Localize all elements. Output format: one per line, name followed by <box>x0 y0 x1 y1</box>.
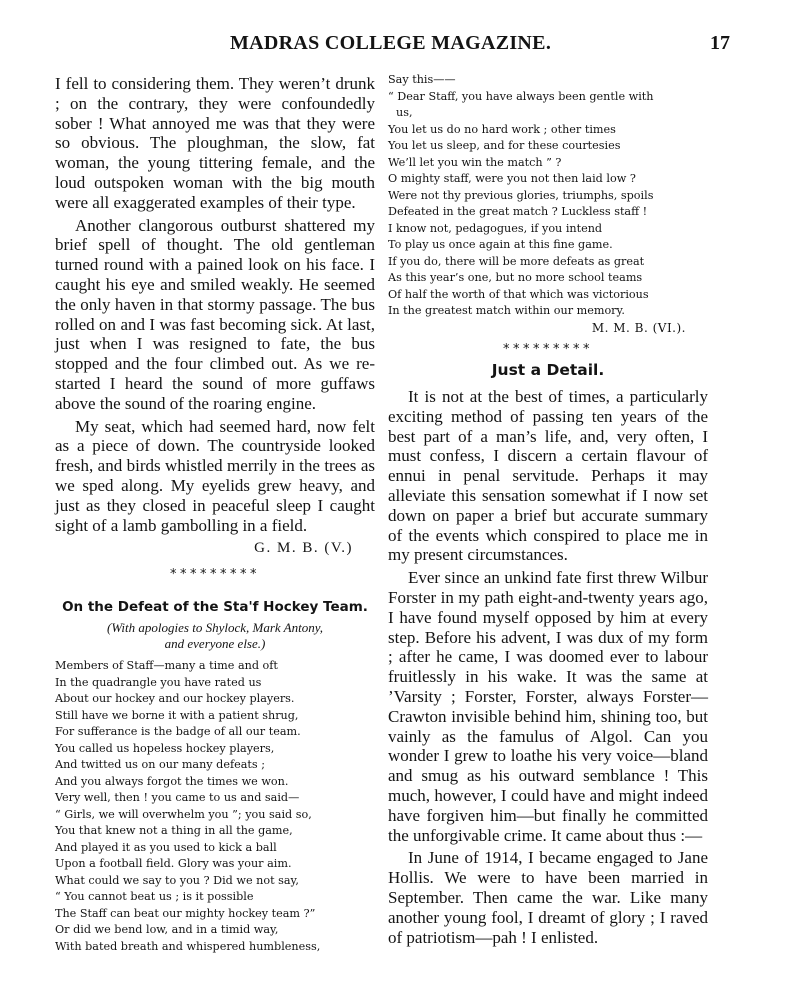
poem-line: With bated breath and whispered humbleness, <box>55 939 321 953</box>
page-number: 17 <box>710 32 730 54</box>
poem-line: O mighty staff, were you not then laid low ? <box>388 172 636 185</box>
poem-line: And played it as you used to kick a ball <box>55 840 277 854</box>
poem-line: Defeated in the great match ? Luckless staff ! <box>388 205 648 218</box>
page-header <box>230 32 730 56</box>
poem <box>55 658 375 955</box>
magazine-title: MADRAS COLLEGE MAGAZINE. <box>230 32 552 54</box>
poem-title: On the Defeat of the Sta'f Hockey Team. <box>62 599 368 616</box>
poem-line: “ You cannot beat us ; is it possible <box>55 890 254 904</box>
poem-line: And you always forgot the times we won. <box>55 774 289 788</box>
poem-line: Upon a football field. Glory was your aim. <box>55 857 292 871</box>
poem-line: Members of Staff—many a time and oft <box>55 659 278 673</box>
poem-line: As this year’s one, but no more school teams <box>388 271 643 284</box>
poem-line: Were not thy previous glories, triumphs, spoils <box>388 188 654 202</box>
poem-line: If you do, there will be more defeats as great <box>388 254 645 268</box>
story-paragraph: Ever since an unkind fate first threw Wilbur Forster in my path eight-and-twenty years ago, I have found myself opposed by him at every step. Before his advent, I was dux of my form ; after he came, I was doomed ever to labour fruitlessly in his wake. It was the same at ’Varsity ; Forster, Forster, always Forster—Crawton invisible behind him, shining too, but vainly as the famulus of Algol. Can you wonder I grew to loathe his very voice—bland and smug as his outward semblance ! This much, however, I could have and might indeed have forgiven him—but finally he committed the unforgivable crime. It came about thus :— <box>388 568 708 845</box>
poem-line: About our hockey and our hockey players. <box>55 692 295 706</box>
right-column <box>388 74 708 947</box>
poem-line: “ Dear Staff, you have always been gentle with <box>388 89 654 103</box>
poem-line: Very well, then ! you came to us and said— <box>55 791 300 805</box>
poem-line: For sufferance is the badge of all our team. <box>55 725 301 739</box>
poem-line: Of half the worth of that which was victorious <box>388 287 649 301</box>
poem-line: “ Girls, we will overwhelm you ”; you said so, <box>55 807 312 821</box>
story-title: Just a Detail. <box>491 361 605 379</box>
poem-line: You that knew not a thing in all the game, <box>55 824 293 838</box>
poem-line: And twitted us on our many defeats ; <box>55 758 265 772</box>
poem-line: We’ll let you win the match ” ? <box>388 155 562 169</box>
poem-line: You let us sleep, and for these courtesies <box>388 139 621 152</box>
poem-line: In the greatest match within our memory. <box>388 304 625 317</box>
story-body <box>388 387 708 947</box>
poem-line: The Staff can beat our mighty hockey team ?” <box>55 906 316 920</box>
poem-line: You let us do no hard work ; other times <box>388 122 616 136</box>
poem-line: Still have we borne it with a patient shrug, <box>55 708 299 722</box>
poem-line: Or did we bend low, and in a timid way, <box>55 923 279 937</box>
section-separator: ********* <box>170 567 260 583</box>
story-paragraph: It is not at the best of times, a particularly exciting method of passing ten years of the best part of a man’s life, and, very often, I must confess, I discern a certain flavour of ennui in penal servitude. Perhaps it may alleviate this sensation somewhat if I now set down on paper a brief but accurate summary of the events which conspired to place me in my present circumstances. <box>388 387 708 565</box>
story-paragraph: In June of 1914, I became engaged to Jane Hollis. We were to have been married in September. Then came the war. Like many another young fool, I dreamt of glory ; I raved of patriotism—pah ! I enlisted. <box>388 848 708 947</box>
poem-line: In the quadrangle you have rated us <box>55 675 262 689</box>
poem-signature: M. M. B. (VI.). <box>591 320 686 335</box>
left-column <box>55 74 375 955</box>
story-paragraph: Another clangorous outburst shattered my brief spell of thought. The old gentleman turned round with a pained look on his face. I caught his eye and smiled weakly. He seemed the only haven in that stormy passage. The bus rolled on and I was fast becoming sick. At last, just when I was resigned to fate, the bus stopped and the four climbed out. As we re-started I heard the sound of more guffaws above the sound of the roaring engine. <box>55 215 375 413</box>
poem-line: You called us hopeless hockey players, <box>55 741 275 755</box>
poem-line: I know not, pedagogues, if you intend <box>388 221 603 235</box>
poem-subtitle: and everyone else.) <box>164 636 266 652</box>
author-signature: G. M. B. (V.) <box>254 540 353 557</box>
story-paragraph: I fell to considering them. They weren’t drunk ; on the contrary, they were confoundedly sober ! What annoyed me was that they were so obvious. The ploughman, the slow, fat woman, the young tittering female, and the loud outspoken woman with the big mouth were all exaggerated examples of their type. <box>55 74 375 212</box>
poem-line: Say this—— <box>388 73 456 86</box>
story-paragraph: My seat, which had seemed hard, now felt as a piece of down. The countryside looked fresh, and birds whistled merrily in the trees as we sped along. My eyelids grew heavy, and just as they closed in peaceful sleep I caught sight of a lamb gambolling in a field. <box>55 416 375 535</box>
section-separator: ********* <box>503 342 593 357</box>
poem-line: What could we say to you ? Did we not say, <box>55 873 299 887</box>
poem-subtitle: (With apologies to Shylock, Mark Antony, <box>106 620 324 636</box>
poem-line: us, <box>396 106 413 119</box>
poem-line: To play us once again at this fine game. <box>388 238 613 251</box>
poem-continuation <box>388 72 708 336</box>
